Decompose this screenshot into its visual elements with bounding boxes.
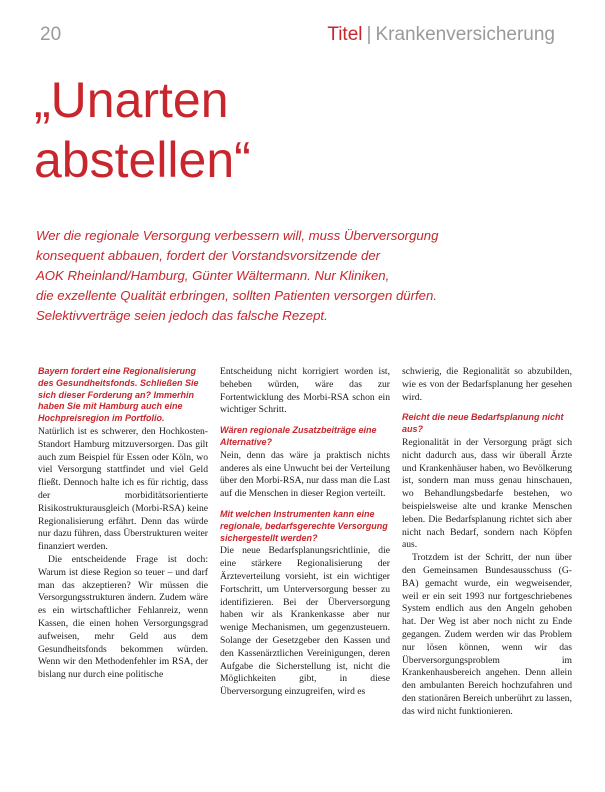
- headline-line: abstellen“: [34, 132, 251, 188]
- running-head: [327, 24, 555, 46]
- text-column-3: [402, 366, 572, 719]
- interview-answer: Regionalität in der Versorgung prägt sich nicht dadurch aus, dass wir überall Ärzte und Krankenhäuser haben, wo Bevölkerung ist, sondern man muss genau hinschauen, wo Behandlungsbedarfe bestehen, wo beispielsweise alte und kranke Menschen leben. Die Bedarfsplanung richtet sich aber nicht nach Bedarf, sondern nach Köpfen aus.: [402, 436, 572, 551]
- topic-label: Krankenversicherung: [375, 24, 555, 45]
- article-lede: [36, 226, 576, 326]
- lede-line: AOK Rheinland/Hamburg, Günter Wältermann. Nur Kliniken,: [36, 268, 390, 283]
- interview-answer: schwierig, die Regionalität so abzubilden, wie es von der Bedarfsplanung her gesehen wird.: [402, 366, 572, 403]
- article-body: [38, 366, 573, 719]
- section-label: Titel: [327, 24, 363, 45]
- lede-line: Wer die regionale Versorgung verbessern will, muss Überversorgung: [36, 228, 439, 243]
- article-headline: [34, 70, 251, 190]
- lede-line: Selektivverträge seien jedoch das falsche Rezept.: [36, 308, 328, 323]
- interview-question: Bayern fordert eine Regionalisierung des Gesundheitsfonds. Schließen Sie sich dieser Forderung an? Immerhin haben Sie mit Hamburg auch eine Hochpreisregion im Portfolio.: [38, 366, 199, 424]
- interview-answer: Die neue Bedarfsplanungsrichtlinie, die eine stärkere Regionalisierung der Ärzteverteilung vorsieht, ist ein wichtiger Fortschritt, um Unterversorgung besser zu identifizieren. Bei der Überversorgung haben wir als Krankenkasse aber nur wenige Mechanismen, um gegenzusteuern. Solange der Gesetzgeber den Kassen und den Kassenärztlichen Vereinigungen, deren Aufgabe die Sicherstellung ist, nicht die Möglichkeiten gibt, in diese Überversorgung einzugreifen, wird es: [220, 545, 390, 698]
- interview-question: Mit welchen Instrumenten kann eine regionale, bedarfsgerechte Versorgung sichergestellt werden?: [220, 508, 388, 543]
- lede-line: konsequent abbauen, fordert der Vorstandsvorsitzende der: [36, 248, 381, 263]
- interview-answer: Trotzdem ist der Schritt, der nun über den Gemeinsamen Bundesausschuss (G-BA) gemacht wurde, ein wegweisender, weil er ein seit 1993 nur fortgeschriebenes System endlich aus den Angeln gehoben hat. Der Weg ist aber noch nicht zu Ende gegangen. Zudem werden wir das Problem nur lösen können, wenn wir das Überversorgungsproblem im Krankenhausbereich angehen. Denn allein den ambulanten Bereich hochzufahren und den stationären Bereich unberührt zu lassen, das wird nicht funktionieren.: [402, 552, 572, 717]
- interview-answer: Natürlich ist es schwerer, den Hochkosten-Standort Hamburg mitzuversorgen. Das gilt auch zum Beispiel für Essen oder Köln, wo viel Versorgung stattfindet und viel Geld fließt. Dennoch halte ich es für richtig, dass der morbiditätsorientierte Risikostrukturausgleich (Morbi-RSA) keine Regionalisierung erfährt. Denn das würde nur dazu führen, dass Überstrukturen weiter finanziert werden.: [38, 425, 208, 553]
- text-column-1: [38, 366, 208, 719]
- interview-answer: Entscheidung nicht korrigiert worden ist, beheben würden, wäre das zur Fortentwicklung des Morbi-RSA schon ein wichtiger Schritt.: [220, 366, 390, 416]
- lede-line: die exzellente Qualität erbringen, sollten Patienten versorgen dürfen.: [36, 288, 438, 303]
- interview-question: Reicht die neue Bedarfsplanung nicht aus?: [402, 412, 564, 435]
- interview-answer: Nein, denn das wäre ja praktisch nichts anderes als eine Unwucht bei der Verteilung über den Morbi-RSA, nur dass man die Last auf die Menschen in dieser Region verteilt.: [220, 449, 390, 500]
- interview-question: Wären regionale Zusatzbeiträge eine Alternative?: [220, 425, 377, 447]
- interview-answer: Die entscheidende Frage ist doch: Warum ist diese Region so teuer – und darf man das akzeptieren? Wir müssen die Versorgungsstrukturen ändern. Zudem wäre es ein wirtschaftlicher Fehlanreiz, wenn Kassen, die einen hohen Versorgungsgrad aufweisen, mehr Geld aus dem Gesundheitsfonds bekommen würden. Wenn wir den Methodenfehler im RSA, der bislang nur durch eine politische: [38, 553, 208, 681]
- header-separator: |: [366, 24, 372, 45]
- text-column-2: [220, 366, 390, 719]
- headline-line: „Unarten: [34, 72, 229, 128]
- page-number: 20: [40, 24, 62, 45]
